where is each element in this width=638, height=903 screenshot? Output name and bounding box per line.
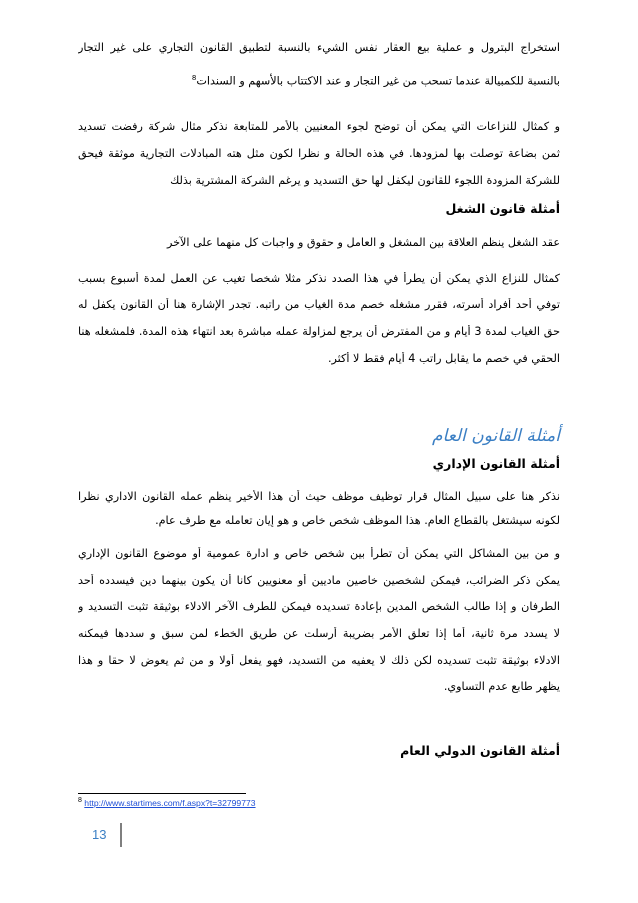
text-line: نذكر هنا على سبيل المثال قرار توظيف موظف حيث أن هذا الأخير ينظم عمله القانون الاداري نظرا bbox=[78, 490, 560, 503]
page-number-divider bbox=[120, 823, 122, 847]
text-line: توفي أحد أفراد أسرته، فقرر مشغله خصم مدة الغياب من راتبه. تجدر الإشارة هنا أن القانون يكفل له bbox=[78, 298, 560, 311]
footnote-number: 8 bbox=[78, 797, 82, 804]
text-line: و كمثال للنزاعات التي يمكن أن توضح لجوء المعنيين بالأمر للمتابعة نذكر مثال شركة رفضت تسديد bbox=[78, 120, 560, 133]
section-heading-labor-law: أمثلة قانون الشغل bbox=[445, 201, 560, 216]
text-line: و من بين المشاكل التي يمكن أن تطرأ بين شخص خاص و ادارة عمومية أو موضوع القانون الإداري bbox=[78, 547, 560, 560]
text-line: عقد الشغل ينظم العلاقة بين المشغل و العامل و حقوق و واجبات كل منهما على الآخر bbox=[166, 236, 560, 249]
text-line: لكونه سيشتغل بالقطاع العام. هذا الموظف شخص خاص و هو إيان تعامله مع طرف عام. bbox=[155, 514, 560, 527]
text-line: لا يسدد مرة ثانية، أما إذا تعلق الأمر بضريبة أرسلت عن طريق الخطء لمن سبق و سددها فيمكنه bbox=[78, 627, 560, 640]
text-line: للشركة المزودة اللجوء للقانون ليكفل لها حق التسديد و يرغم الشركة المشترية بذلك bbox=[170, 174, 560, 187]
text-line: كمثال للنزاع الذي يمكن أن يطرأ في هذا الصدد نذكر مثلا شخصا تغيب عن العمل لمدة أسبوع بسبب bbox=[78, 272, 560, 285]
page-number: 13 bbox=[92, 827, 107, 842]
footnote-separator bbox=[78, 793, 246, 794]
text-line: استخراج البترول و عملية بيع العقار نفس الشيء بالنسبة لتطبيق القانون التجاري على غير التجار bbox=[78, 41, 560, 54]
text-line: يظهر طابع عدم التساوي. bbox=[443, 680, 560, 693]
text-line: الحقي في خصم ما يقابل راتب 4 أيام فقط لا أكثر. bbox=[327, 352, 560, 365]
section-heading-international-law: أمثلة القانون الدولي العام bbox=[400, 743, 560, 758]
text-line-content: بالنسبة للكمبيالة عندما تسحب من غير التجار و عند الاكتتاب بالأسهم و السندات bbox=[196, 74, 560, 88]
text-line: حق الغياب لمدة 3 أيام و من المفترض أن يرجع لمزاولة عمله مباشرة بعد انتهاء هذه المدة. فلمشغله هنا bbox=[78, 325, 560, 338]
text-line: الادلاء بوثيقة تثبت تسديده لكن ذلك لا يعفيه من التسديد، فهو يفعل أولا و من ثم يعوض لا حقا و هذا bbox=[78, 654, 560, 667]
text-line: الطرفان و إذا طالب الشخص المدين بإعادة تسديده فيمكن للطرف الآخر الادلاء بوثيقة تثبت التسديد و bbox=[78, 600, 560, 613]
section-heading-administrative-law: أمثلة القانون الإداري bbox=[432, 456, 560, 471]
section-heading-public-law: أمثلة القانون العام bbox=[432, 426, 560, 446]
text-line bbox=[78, 71, 560, 89]
text-line: يمكن ذكر الضرائب، فيمكن لشخصين خاصين ماديين أو معنويين كانا أن يكون بينهما دين فيسدده أحد bbox=[78, 574, 560, 587]
text-line: ثمن بضاعة توصلت بها لمزودها. في هذه الحالة و نظرا لكون مثل هته المبادلات التجارية موثقة فيحق bbox=[78, 147, 560, 160]
footnote bbox=[78, 797, 256, 808]
footnote-link[interactable]: http://www.startimes.com/f.aspx?t=32799773 bbox=[84, 797, 256, 808]
footnote-reference: 8 bbox=[191, 74, 197, 82]
